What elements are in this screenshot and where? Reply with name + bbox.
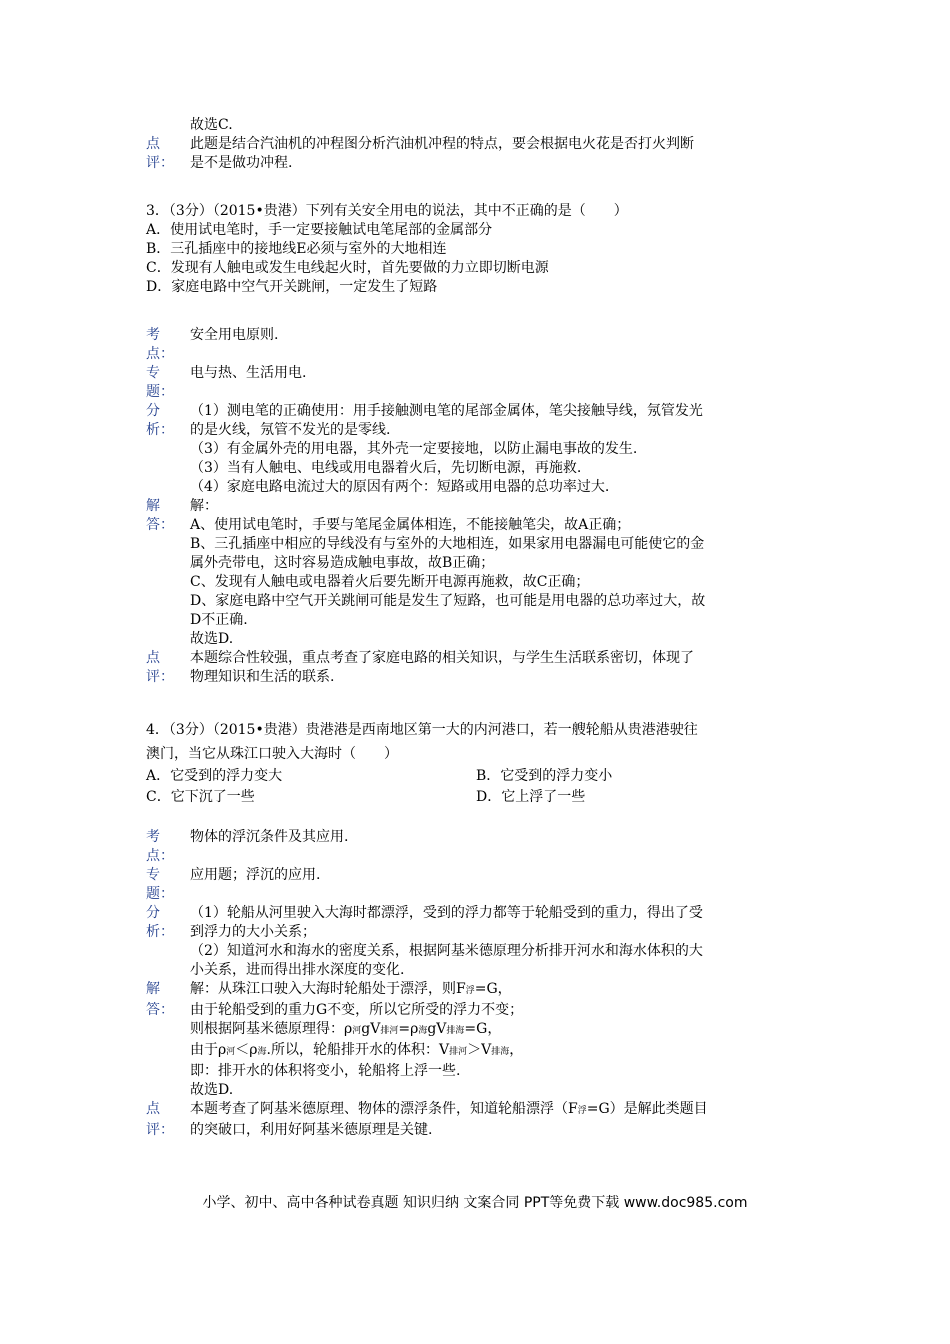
jieda-text: D不正确. <box>190 612 248 628</box>
kaodian-text: 安全用电原则. <box>190 327 279 343</box>
question-3-option-d: D．家庭电路中空气开关跳闸，一定发生了短路 <box>146 279 438 295</box>
jieda-text: 故选D. <box>190 631 234 647</box>
question-4-title: 4．（3分）（2015•贵港）贵港港是西南地区第一大的内河港口，若一艘轮船从贵港港驶往 <box>146 722 698 738</box>
question-4-option-d: D．它上浮了一些 <box>476 789 586 805</box>
fenxi-text: 的是火线，氖管不发光的是零线. <box>190 422 391 438</box>
question-3-option-c: C．发现有人触电或发生电线起火时，首先要做的力立即切断电源 <box>146 260 549 276</box>
kaodian-label: 考 <box>146 829 160 845</box>
fenxi-text: （3）有金属外壳的用电器，其外壳一定要接地，以防止漏电事故的发生. <box>190 441 638 457</box>
dianping-label: 评： <box>146 1122 174 1138</box>
jieda-label: 答： <box>146 517 174 533</box>
question-3-option-a: A．使用试电笔时，手一定要接触试电笔尾部的金属部分 <box>146 222 493 238</box>
dianping-text: 的突破口，利用好阿基米德原理是关键. <box>190 1122 433 1138</box>
jieda-label: 解 <box>146 498 160 514</box>
kaodian-label: 点： <box>146 346 174 362</box>
jieda-text: A、使用试电笔时，手要与笔尾金属体相连，不能接触笔尖，故A正确； <box>190 517 631 533</box>
question-3-option-b: B．三孔插座中的接地线E必须与室外的大地相连 <box>146 241 447 257</box>
zhuanti-label: 专 <box>146 365 160 381</box>
kaodian-label: 考 <box>146 327 160 343</box>
dianping-text: 本题考查了阿基米德原理、物体的漂浮条件，知道轮船漂浮（F浮=G）是解此类题目 <box>190 1101 708 1117</box>
prev-review-text: 此题是结合汽油机的冲程图分析汽油机冲程的特点，要会根据电火花是否打火判断 <box>190 136 694 152</box>
jieda-text: 则根据阿基米德原理得：ρ河gV排河=ρ海gV排海=G， <box>190 1021 502 1037</box>
prev-conclusion: 故选C. <box>190 117 233 133</box>
zhuanti-label: 题： <box>146 384 174 400</box>
zhuanti-label: 题： <box>146 886 174 902</box>
fenxi-text: （1）轮船从河里驶入大海时都漂浮，受到的浮力都等于轮船受到的重力，得出了受 <box>190 905 703 921</box>
kaodian-text: 物体的浮沉条件及其应用. <box>190 829 349 845</box>
jieda-text: C、发现有人触电或电器着火后要先断开电源再施救，故C正确； <box>190 574 590 590</box>
review-label: 点 <box>146 136 160 152</box>
fenxi-label: 析： <box>146 422 174 438</box>
prev-review-text: 是不是做功冲程. <box>190 155 293 171</box>
fenxi-text: （1）测电笔的正确使用：用手接触测电笔的尾部金属体，笔尖接触导线，氖管发光 <box>190 403 703 419</box>
review-label: 评： <box>146 155 174 171</box>
fenxi-text: 小关系，进而得出排水深度的变化. <box>190 962 405 978</box>
jieda-text: B、三孔插座中相应的导线没有与室外的大地相连，如果家用电器漏电可能使它的金 <box>190 536 705 552</box>
question-4-analysis <box>146 828 806 1140</box>
question-4-option-a: A．它受到的浮力变大 <box>146 768 283 784</box>
fenxi-text: （2）知道河水和海水的密度关系，根据阿基米德原理分析排开河水和海水体积的大 <box>190 943 703 959</box>
zhuanti-label: 专 <box>146 867 160 883</box>
question-4-option-c: C．它下沉了一些 <box>146 789 255 805</box>
question-4-title: 澳门，当它从珠江口驶入大海时（ ） <box>146 746 398 762</box>
zhuanti-text: 应用题；浮沉的应用. <box>190 867 321 883</box>
jieda-label: 解 <box>146 981 160 997</box>
fenxi-text: 到浮力的大小关系； <box>190 924 316 940</box>
question-3-title: 3．（3分）（2015•贵港）下列有关安全用电的说法，其中不正确的是（ ） <box>146 203 628 219</box>
fenxi-text: （4）家庭电路电流过大的原因有两个：短路或用电器的总功率过大. <box>190 479 610 495</box>
jieda-text: 即：排开水的体积将变小，轮船将上浮一些. <box>190 1063 461 1079</box>
prev-answer-block <box>146 116 806 173</box>
kaodian-label: 点： <box>146 848 174 864</box>
fenxi-text: （3）当有人触电、电线或用电器着火后，先切断电源，再施救. <box>190 460 582 476</box>
jieda-text: 由于ρ河＜ρ海.所以，轮船排开水的体积：V排河＞V排海， <box>190 1042 524 1058</box>
jieda-text: 由于轮船受到的重力G不变，所以它所受的浮力不变； <box>190 1002 524 1018</box>
jieda-text: 解：从珠江口驶入大海时轮船处于漂浮，则F浮=G， <box>190 981 512 997</box>
footer-banner: 小学、初中、高中各种试卷真题 知识归纳 文案合同 PPT等免费下载 www.doc985.com <box>202 1195 748 1211</box>
fenxi-label: 析： <box>146 924 174 940</box>
jieda-text: 解： <box>190 498 218 514</box>
question-4 <box>146 718 806 808</box>
question-4-option-b: B．它受到的浮力变小 <box>476 768 613 784</box>
dianping-label: 评： <box>146 669 174 685</box>
fenxi-label: 分 <box>146 403 160 419</box>
dianping-text: 物理知识和生活的联系. <box>190 669 335 685</box>
zhuanti-text: 电与热、生活用电. <box>190 365 307 381</box>
jieda-label: 答： <box>146 1002 174 1018</box>
fenxi-label: 分 <box>146 905 160 921</box>
jieda-text: D、家庭电路中空气开关跳闸可能是发生了短路，也可能是用电器的总功率过大，故 <box>190 593 706 609</box>
jieda-text: 属外壳带电，这时容易造成触电事故，故B正确； <box>190 555 495 571</box>
jieda-text: 故选D. <box>190 1082 234 1098</box>
question-3-analysis <box>146 326 806 687</box>
dianping-text: 本题综合性较强，重点考查了家庭电路的相关知识，与学生生活联系密切，体现了 <box>190 650 694 666</box>
dianping-label: 点 <box>146 1101 160 1117</box>
dianping-label: 点 <box>146 650 160 666</box>
question-3 <box>146 202 806 297</box>
